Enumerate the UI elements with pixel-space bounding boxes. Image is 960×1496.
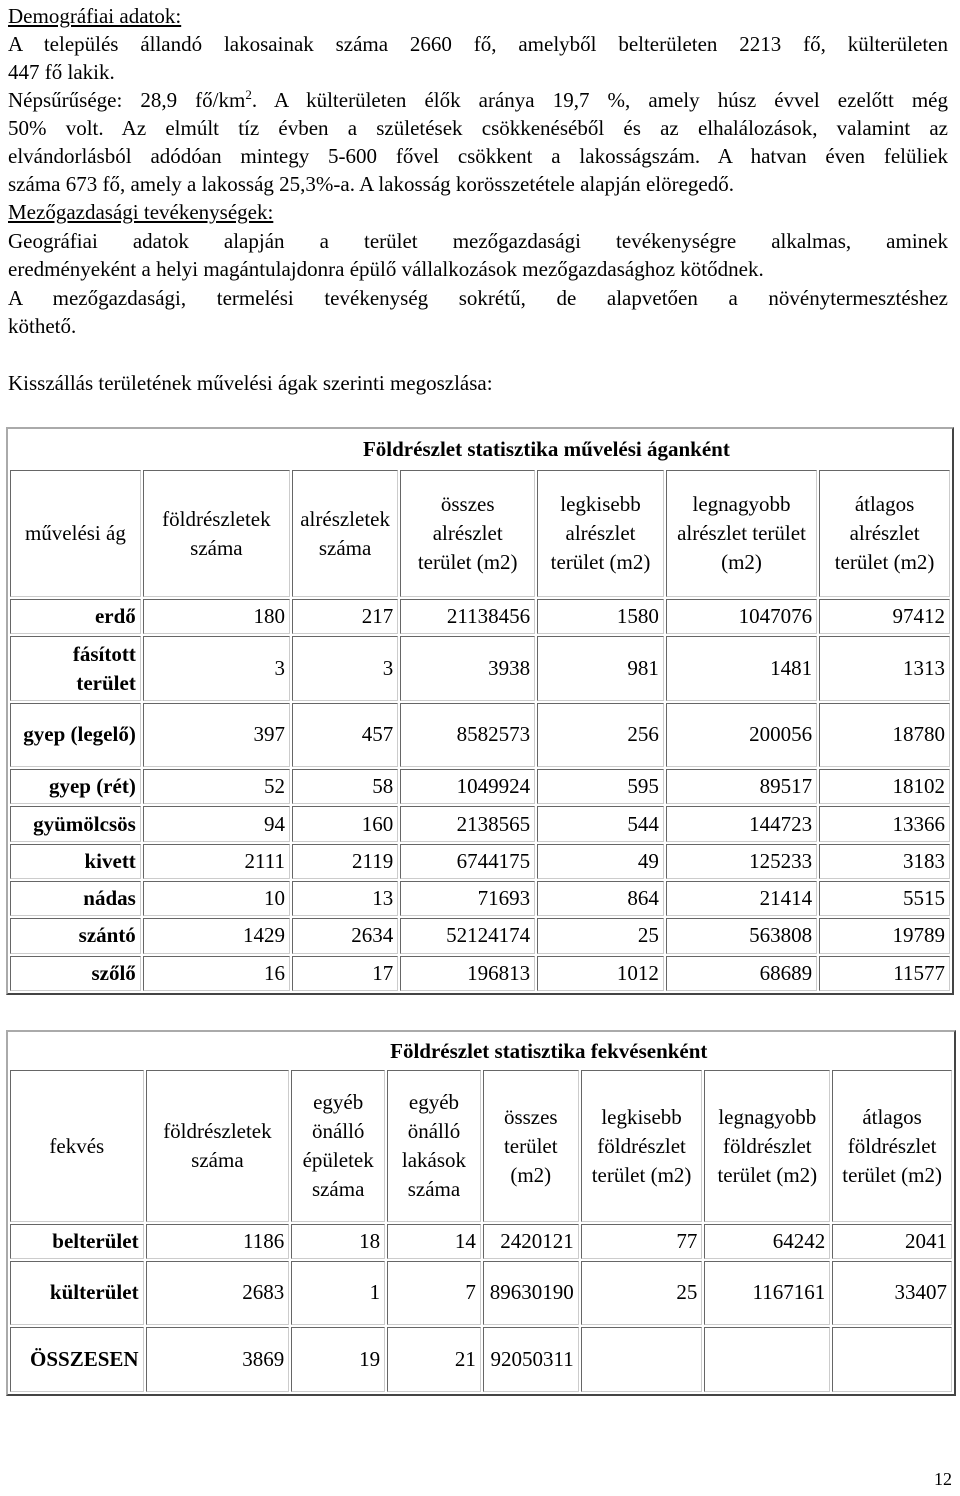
cell: 97412 [819,599,950,634]
demographics-line-2: 447 fő lakik. [8,60,115,84]
cell: 52124174 [400,918,535,953]
cell: 94 [143,806,290,841]
row-label: ÖSSZESEN [10,1327,144,1392]
cell: 11577 [819,956,950,991]
land-use-table [6,427,954,995]
cell: 981 [537,636,664,700]
table-row [10,1224,952,1258]
header-cultivation-branch: művelési ág [10,470,141,597]
cell: 1313 [819,636,950,700]
header-total-area: összes alrészlet terület (m2) [400,470,535,597]
cell: 256 [537,703,664,767]
table-row [10,844,950,879]
cell: 64242 [704,1224,830,1258]
cell: 144723 [666,806,817,841]
cell: 49 [537,844,664,879]
cell: 1167161 [704,1261,830,1326]
cell: 33407 [832,1261,952,1326]
location-table [6,1030,956,1396]
distribution-heading: Kisszállás területének művelési ágak szerinti megoszlása: [8,371,493,395]
header-subparcel-count: alrészletek száma [292,470,398,597]
cell: 1429 [143,918,290,953]
table-row [10,1327,952,1392]
agriculture-line-2: eredményeként a helyi magántulajdonra épülő vállalkozások mezőgazdasághoz kötődnek. [8,257,764,281]
table-row [10,881,950,916]
header-min-area: legkisebb alrészlet terület (m2) [537,470,664,597]
cell: 16 [143,956,290,991]
cell: 1186 [146,1224,290,1258]
cell: 125233 [666,844,817,879]
header-parcel-count: földrészletek száma [143,470,290,597]
cell: 160 [292,806,398,841]
cell: 2683 [146,1261,290,1326]
cell: 457 [292,703,398,767]
agriculture-line-4: köthető. [8,314,77,338]
cell: 595 [537,769,664,804]
header-max-area: legnagyobb alrészlet terület (m2) [666,470,817,597]
cell: 18780 [819,703,950,767]
table-row [10,636,950,700]
cell: 3 [143,636,290,700]
row-label: szőlő [10,956,141,991]
density-sup: 2 [245,87,252,102]
cell: 397 [143,703,290,767]
cell: 3869 [146,1327,290,1392]
cell: 21414 [666,881,817,916]
header-avg-area: átlagos földrészlet terület (m2) [832,1070,952,1222]
cell: 2111 [143,844,290,879]
header-dwelling-count: egyéb önálló lakások száma [387,1070,481,1222]
row-label: gyep (legelő) [10,703,141,767]
cell: 21138456 [400,599,535,634]
table-row [10,769,950,804]
cell: 2119 [292,844,398,879]
demographics-line-4: elvándorlásból adódóan mintegy 5-600 fővel csökkent a lakosságszám. A hatvan éven felüliek [8,144,948,168]
density-prefix: Népsűrűsége: 28,9 fő/km [8,88,246,112]
cell: 3183 [819,844,950,879]
row-label: külterület [10,1261,144,1326]
row-label: szántó [10,918,141,953]
header-building-count: egyéb önálló épületek száma [291,1070,385,1222]
header-min-area: legkisebb földrészlet terület (m2) [581,1070,703,1222]
agriculture-line-1: Geográfiai adatok alapján a terület mezőgazdasági tevékenységre alkalmas, aminek [8,229,948,253]
cell: 2420121 [483,1224,579,1258]
cell: 14 [387,1224,481,1258]
cell: 13366 [819,806,950,841]
cell: 2138565 [400,806,535,841]
cell: 52 [143,769,290,804]
header-location: fekvés [10,1070,144,1222]
location-table-title: Földrészlet statisztika fekvésenként [390,1038,708,1063]
cell: 864 [537,881,664,916]
agriculture-line-3: A mezőgazdasági, termelési tevékenység sokrétű, de alapvetően a növénytermesztéshez [8,286,948,310]
cell: 71693 [400,881,535,916]
header-avg-area: átlagos alrészlet terület (m2) [819,470,950,597]
cell: 1012 [537,956,664,991]
cell: 2634 [292,918,398,953]
cell: 58 [292,769,398,804]
cell: 13 [292,881,398,916]
cell: 2041 [832,1224,952,1258]
cell: 6744175 [400,844,535,879]
cell: 89630190 [483,1261,579,1326]
cell: 563808 [666,918,817,953]
header-total-area: összes terület (m2) [483,1070,579,1222]
density-line [8,86,948,114]
row-label: belterület [10,1224,144,1258]
row-label: fásított terület [10,636,141,700]
cell: 25 [581,1261,703,1326]
row-label: gyümölcsös [10,806,141,841]
cell: 77 [581,1224,703,1258]
density-suffix: . A külterületen élők aránya 19,7 %, amely húsz évvel ezelőtt még [251,88,948,112]
row-label: kivett [10,844,141,879]
table-row [10,703,950,767]
cell: 10 [143,881,290,916]
table-row [10,599,950,634]
cell: 21 [387,1327,481,1392]
agriculture-heading: Mezőgazdasági tevékenységek: [8,200,274,224]
cell: 19789 [819,918,950,953]
cell: 1049924 [400,769,535,804]
cell: 3938 [400,636,535,700]
cell: 17 [292,956,398,991]
cell: 18102 [819,769,950,804]
cell: 89517 [666,769,817,804]
table-row [10,918,950,953]
cell: 68689 [666,956,817,991]
cell: 1047076 [666,599,817,634]
cell: 5515 [819,881,950,916]
cell: 544 [537,806,664,841]
cell: 7 [387,1261,481,1326]
cell: 180 [143,599,290,634]
cell: 217 [292,599,398,634]
header-max-area: legnagyobb földrészlet terület (m2) [704,1070,830,1222]
cell: 18 [291,1224,385,1258]
row-label: nádas [10,881,141,916]
cell [704,1327,830,1392]
cell: 8582573 [400,703,535,767]
table-row [10,956,950,991]
header-parcel-count: földrészletek száma [146,1070,290,1222]
table-row [10,1261,952,1326]
row-label: erdő [10,599,141,634]
table-row [10,806,950,841]
row-label: gyep (rét) [10,769,141,804]
cell [832,1327,952,1392]
demographics-line-3: 50% volt. Az elmúlt tíz évben a születések csökkenéséből és az elhalálozások, valamint az [8,116,948,140]
cell: 19 [291,1327,385,1392]
cell: 196813 [400,956,535,991]
cell: 200056 [666,703,817,767]
demographics-line-1: A település állandó lakosainak száma 2660 fő, amelyből belterületen 2213 fő, külterületen [8,32,948,56]
land-use-table-title: Földrészlet statisztika művelési áganként [362,437,730,462]
cell: 25 [537,918,664,953]
cell: 92050311 [483,1327,579,1392]
demographics-heading: Demográfiai adatok: [8,4,182,28]
cell: 3 [292,636,398,700]
cell: 1481 [666,636,817,700]
page-number: 12 [934,1469,952,1489]
cell: 1 [291,1261,385,1326]
cell [581,1327,703,1392]
cell: 1580 [537,599,664,634]
demographics-line-5: száma 673 fő, amely a lakosság 25,3%-a. A lakosság korösszetétele alapján elöregedő. [8,172,735,196]
